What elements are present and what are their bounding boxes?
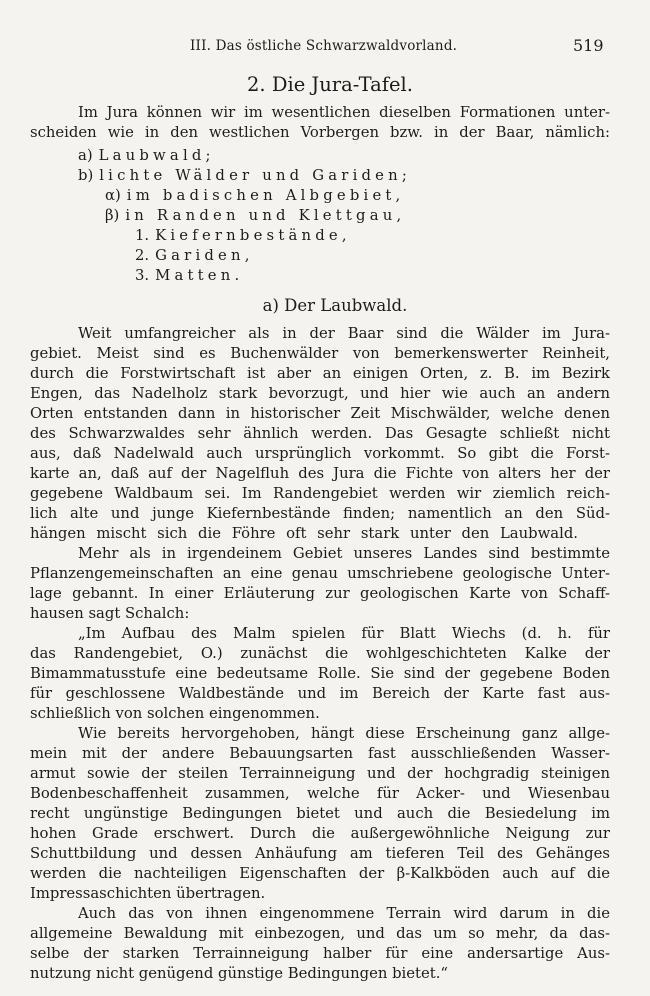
outline-text: Matten.: [155, 267, 244, 284]
section-title: 2. Die Jura-Tafel.: [247, 73, 413, 96]
quote-line: Schuttbildung und dessen Anhäufung am tieferen Teil des Gehänges: [30, 845, 610, 862]
outline-label: b): [78, 167, 94, 184]
body-line: lage gebannt. In einer Erläuterung zur geologischen Karte von Schaff-: [30, 585, 610, 602]
quote-line: Bodenbeschaffenheit zusammen, welche für Acker- und Wiesenbau: [30, 785, 610, 802]
body-line: durch die Forstwirtschaft ist aber an einigen Orten, z. B. im Bezirk: [30, 365, 610, 382]
quote-line: allgemeine Bewaldung mit einbezogen, und das um so mehr, da das-: [30, 925, 610, 942]
page-number: 519: [573, 36, 604, 55]
outline-item: [78, 146, 215, 165]
outline-text: Kiefernbestände,: [155, 227, 351, 244]
quote-line: Impressaschichten übertragen.: [30, 885, 266, 902]
body-line: gegebene Waldbaum sei. Im Randengebiet werden wir ziemlich reich-: [30, 485, 610, 502]
outline-item: [135, 226, 351, 245]
outline-label: α): [105, 187, 121, 204]
quote-line: werden die nachteiligen Eigenschaften der β-Kalkböden auch auf die: [30, 865, 610, 882]
quote-line: für geschlossene Waldbestände und im Bereich der Karte fast aus-: [30, 685, 610, 702]
body-line: Orten entstanden dann in historischer Zeit Mischwälder, welche denen: [30, 405, 610, 422]
outline-item: [105, 186, 404, 205]
body-line: des Schwarzwaldes sehr ähnlich werden. Das Gesagte schließt nicht: [30, 425, 610, 442]
subsection-title: a) Der Laubwald.: [262, 296, 408, 315]
quote-line: hohen Grade erschwert. Durch die außergewöhnliche Neigung zur: [30, 825, 610, 842]
body-line: karte an, daß auf der Nagelfluh des Jura die Fichte von alters her der: [30, 465, 610, 482]
outline-item: [78, 166, 411, 185]
quote-line: „Im Aufbau des Malm spielen für Blatt Wiechs (d. h. für: [78, 625, 610, 642]
intro-line: Im Jura können wir im wesentlichen dieselben Formationen unter-: [78, 104, 610, 121]
outline-text: in Randen und Klettgau,: [125, 207, 406, 224]
quote-line: selbe der starken Terrainneigung halber für eine andersartige Aus-: [30, 945, 610, 962]
quote-line: Wie bereits hervorgehoben, hängt diese Erscheinung ganz allge-: [78, 725, 610, 742]
quote-line: Bimammatusstufe eine bedeutsame Rolle. Sie sind der gegebene Boden: [30, 665, 610, 682]
outline-label: 1.: [135, 227, 150, 244]
body-line: lich alte und junge Kiefernbestände finden; namentlich an den Süd-: [30, 505, 610, 522]
outline-label: 2.: [135, 247, 150, 264]
body-line: Mehr als in irgendeinem Gebiet unseres Landes sind bestimmte: [78, 545, 610, 562]
body-line: aus, daß Nadelwald auch ursprünglich vorkommt. So gibt die Forst-: [30, 445, 610, 462]
body-line: hängen mischt sich die Föhre oft sehr stark unter den Laubwald.: [30, 525, 578, 542]
quote-line: schließlich von solchen eingenommen.: [30, 705, 320, 722]
body-line: Weit umfangreicher als in der Baar sind die Wälder im Jura-: [78, 325, 610, 342]
body-line: Engen, das Nadelholz stark bevorzugt, und hier wie auch an andern: [30, 385, 610, 402]
outline-label: β): [105, 207, 120, 224]
outline-label: a): [78, 147, 93, 164]
quote-line: Auch das von ihnen eingenommene Terrain wird darum in die: [78, 905, 610, 922]
outline-text: Gariden,: [155, 247, 254, 264]
quote-line: das Randengebiet, O.) zunächst die wohlgeschichteten Kalke der: [30, 645, 610, 662]
outline-item: [135, 246, 254, 265]
quote-line: recht ungünstige Bedingungen bietet und auch die Besiedelung im: [30, 805, 610, 822]
body-line: hausen sagt Schalch:: [30, 605, 190, 622]
outline-text: im badischen Albgebiet,: [126, 187, 405, 204]
outline-text: Laubwald;: [98, 147, 215, 164]
intro-line: scheiden wie in den westlichen Vorbergen bzw. in der Baar, nämlich:: [30, 124, 610, 141]
outline-label: 3.: [135, 267, 150, 284]
running-head: III. Das östliche Schwarzwaldvorland.: [190, 38, 458, 54]
quote-line: armut sowie der steilen Terrainneigung und der hochgradig steinigen: [30, 765, 610, 782]
outline-item: [105, 206, 405, 225]
outline-text: lichte Wälder und Gariden;: [99, 167, 412, 184]
body-line: gebiet. Meist sind es Buchenwälder von bemerkenswerter Reinheit,: [30, 345, 610, 362]
quote-line: mein mit der andere Bebauungsarten fast ausschließenden Wasser-: [30, 745, 610, 762]
body-line: Pflanzengemeinschaften an eine genau umschriebene geologische Unter-: [30, 565, 610, 582]
quote-line: nutzung nicht genügend günstige Bedingungen bietet.“: [30, 965, 448, 982]
outline-item: [135, 266, 243, 285]
